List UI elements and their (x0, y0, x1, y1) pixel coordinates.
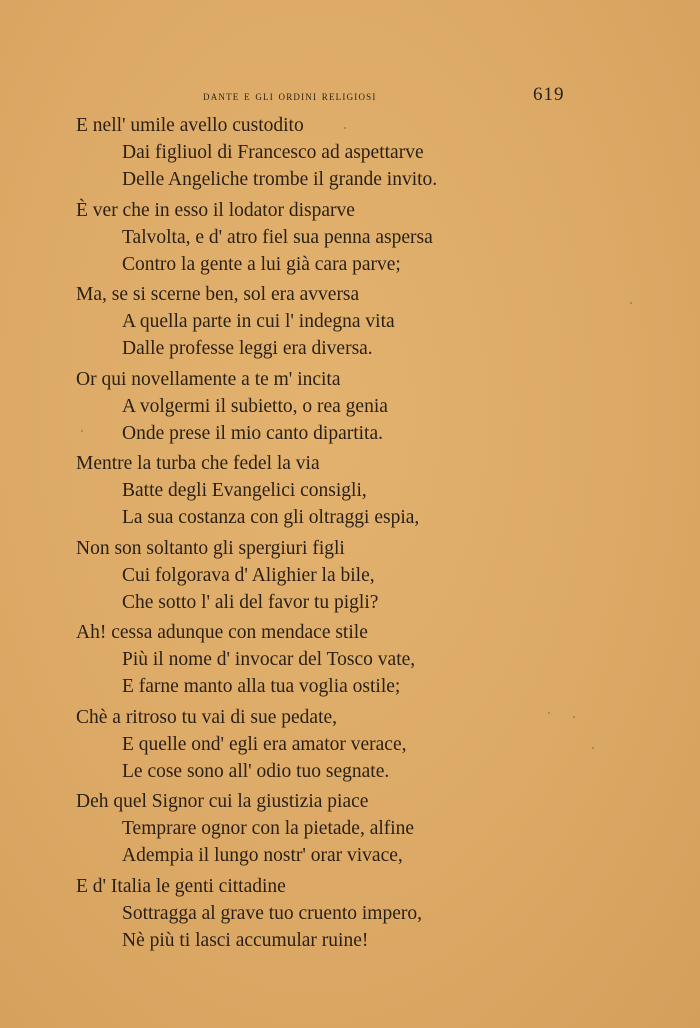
paper-speck (81, 430, 83, 432)
poem-body (0, 112, 700, 957)
verse-line: E d' Italia le genti cittadine (76, 875, 286, 897)
paper-speck (592, 747, 594, 749)
verse-line: Contro la gente a lui già cara parve; (122, 253, 401, 275)
verse-line: La sua costanza con gli oltraggi espia, (122, 507, 420, 528)
stanza (0, 366, 700, 447)
verse-line: Onde prese il mio canto dipartita. (122, 422, 384, 444)
verse-line: Non son soltanto gli spergiuri figli (76, 537, 345, 559)
verse-line: Che sotto l' ali del favor tu pigli? (122, 591, 379, 613)
verse-line: Or qui novellamente a te m' incita (76, 368, 341, 390)
verse-line: Dai figliuol di Francesco ad aspettarve (122, 142, 424, 163)
stanza (0, 197, 700, 278)
verse-line: Temprare ognor con la pietade, alfine (122, 818, 415, 839)
verse-line: Più il nome d' invocar del Tosco vate, (122, 649, 416, 670)
stanza (0, 873, 700, 954)
verse-line: Ah! cessa adunque con mendace stile (76, 622, 368, 643)
paper-speck (630, 302, 632, 304)
paper-speck (573, 716, 575, 718)
verse-line: A quella parte in cui l' indegna vita (122, 311, 395, 332)
verse-line: Dalle professe leggi era diversa. (122, 338, 373, 359)
verse-line: Adempia il lungo nostr' orar vivace, (122, 845, 403, 866)
verse-line: Batte degli Evangelici consigli, (122, 480, 367, 501)
stanza (0, 281, 700, 362)
verse-line: Deh quel Signor cui la giustizia piace (76, 791, 369, 812)
verse-line: E quelle ond' egli era amator verace, (122, 733, 407, 755)
stanza (0, 704, 700, 785)
verse-line: Mentre la turba che fedel la via (76, 453, 320, 474)
paper-speck (548, 712, 550, 714)
stanza (0, 112, 700, 193)
running-head (0, 84, 700, 108)
stanza (0, 450, 700, 531)
stanza (0, 535, 700, 616)
verse-line: Ma, se si scerne ben, sol era avversa (76, 284, 360, 305)
stanza (0, 619, 700, 700)
verse-line: E farne manto alla tua voglia ostile; (122, 676, 401, 697)
verse-line: Cui folgorava d' Alighier la bile, (122, 564, 375, 586)
verse-line: E nell' umile avello custodito (76, 115, 304, 136)
running-title: dante e gli ordini religiosi (203, 88, 377, 103)
page-number: 619 (533, 84, 565, 105)
verse-line: A volgermi il subietto, o rea genia (122, 395, 388, 417)
paper-speck (344, 127, 346, 129)
verse-line: Talvolta, e d' atro fiel sua penna aspersa (122, 226, 433, 248)
verse-line: Le cose sono all' odio tuo segnate. (122, 760, 390, 782)
verse-line: È ver che in esso il lodator disparve (76, 199, 355, 221)
verse-line: Delle Angeliche trombe il grande invito. (122, 169, 438, 190)
verse-line: Nè più ti lasci accumular ruine! (122, 929, 369, 951)
stanza (0, 788, 700, 869)
verse-line: Sottragga al grave tuo cruento impero, (122, 902, 422, 924)
verse-line: Chè a ritroso tu vai di sue pedate, (76, 706, 338, 728)
